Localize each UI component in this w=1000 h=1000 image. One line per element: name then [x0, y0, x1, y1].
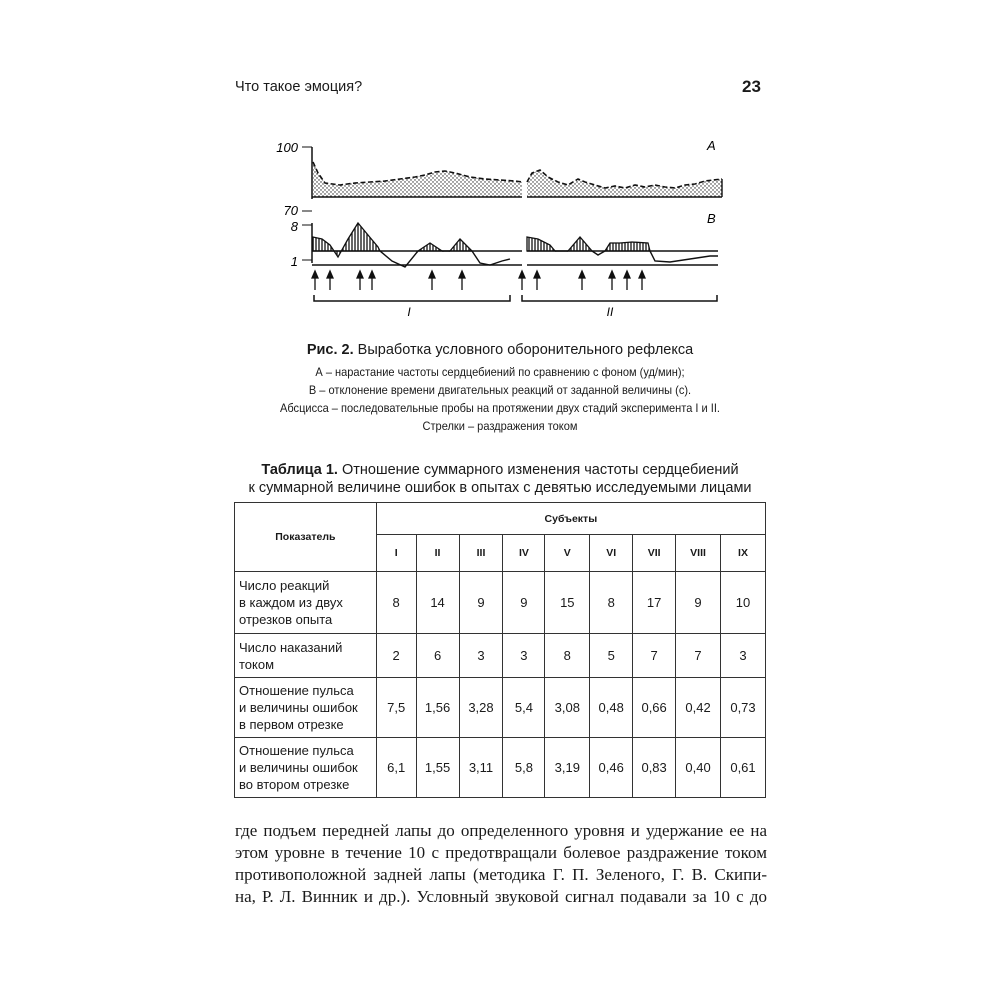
panel-label-b: B	[707, 211, 716, 226]
row-label: Отношение пульса и величины ошибок в первом отрезке	[235, 678, 377, 738]
cell: 0,73	[721, 678, 766, 738]
stage-bracket-2	[522, 295, 717, 301]
cell: 0,40	[676, 738, 721, 798]
panel-label-a: A	[707, 138, 716, 153]
cell: 8	[376, 572, 416, 634]
page-number: 23	[742, 77, 761, 96]
table-row	[235, 634, 766, 678]
cell: 1,56	[416, 678, 459, 738]
cell: 3,19	[545, 738, 590, 798]
figure-caption-line-abscissa: Абсцисса – последовательные пробы на протяжении двух стадий эксперимента I и II.	[279, 401, 720, 415]
body-text-line: где подъем передней лапы до определенного уровня и удержание ее на	[235, 821, 767, 840]
table-row	[235, 678, 766, 738]
table-row	[235, 572, 766, 634]
cell: 7	[633, 634, 676, 678]
figure-caption-title	[235, 342, 765, 358]
data-table	[234, 502, 766, 798]
cell: 1,55	[416, 738, 459, 798]
cell: 2	[376, 634, 416, 678]
table-title-text-1: Отношение суммарного изменения частоты сердцебиений	[341, 462, 739, 478]
subject-header: IV	[503, 535, 545, 572]
subject-header: I	[376, 535, 416, 572]
cell: 10	[721, 572, 766, 634]
cell: 6,1	[376, 738, 416, 798]
ytick-a-top: 100	[276, 140, 298, 155]
cell: 0,66	[633, 678, 676, 738]
cell: 5	[590, 634, 633, 678]
cell: 7	[676, 634, 721, 678]
cell: 17	[633, 572, 676, 634]
panel-b-hatched-stage-2	[527, 237, 555, 251]
subject-header: II	[416, 535, 459, 572]
cell: 3,11	[459, 738, 503, 798]
header-indicator: Показатель	[235, 503, 377, 572]
body-text-line: противоположной задней лапы (методика Г. П. Зеленого, Г. В. Скипи-	[235, 865, 767, 884]
figure-caption-text: Выработка условного оборонительного рефлекса	[357, 342, 694, 358]
row-label: Число реакций в каждом из двух отрезков опыта	[235, 572, 377, 634]
cell: 7,5	[376, 678, 416, 738]
ytick-a-bottom: 70	[283, 203, 298, 218]
figure-caption-line-b: В – отклонение времени двигательных реакций от заданной величины (с).	[308, 383, 692, 397]
cell: 3	[459, 634, 503, 678]
cell: 3	[721, 634, 766, 678]
cell: 8	[590, 572, 633, 634]
subject-header: IX	[721, 535, 766, 572]
figure-caption-line-arrows: Стрелки – раздражения током	[422, 419, 578, 433]
row-label: Число наказаний током	[235, 634, 377, 678]
cell: 0,42	[676, 678, 721, 738]
subject-header: VII	[633, 535, 676, 572]
panel-b-hatched-stage-1	[313, 223, 380, 257]
cell: 5,4	[503, 678, 545, 738]
ytick-b-top: 8	[290, 219, 298, 234]
table-title-line-1	[235, 461, 765, 479]
stage-label-1: I	[407, 305, 411, 319]
cell: 3,08	[545, 678, 590, 738]
subject-header: VI	[590, 535, 633, 572]
cell: 0,46	[590, 738, 633, 798]
cell: 9	[503, 572, 545, 634]
cell: 3,28	[459, 678, 503, 738]
figure-conditioned-reflex	[270, 135, 730, 325]
cell: 0,83	[633, 738, 676, 798]
figure-caption-label: Рис. 2.	[306, 342, 354, 358]
cell: 5,8	[503, 738, 545, 798]
stimulus-arrows	[312, 271, 645, 290]
table-row	[235, 738, 766, 798]
ytick-b-bottom: 1	[290, 254, 298, 269]
subject-header: V	[545, 535, 590, 572]
table-label: Таблица 1.	[261, 462, 338, 478]
cell: 15	[545, 572, 590, 634]
figure-caption-line-a: А – нарастание частоты сердцебиений по сравнению с фоном (уд/мин);	[315, 365, 685, 379]
running-header-title: Что такое эмоция?	[235, 79, 363, 95]
stage-label-2: II	[606, 305, 614, 319]
table-title-line-2: к суммарной величине ошибок в опытах с девятью исследуемыми лицами	[248, 480, 752, 496]
stage-bracket-1	[314, 295, 510, 301]
subject-header: III	[459, 535, 503, 572]
cell: 6	[416, 634, 459, 678]
subject-header: VIII	[676, 535, 721, 572]
cell: 3	[503, 634, 545, 678]
row-label: Отношение пульса и величины ошибок во втором отрезке	[235, 738, 377, 798]
body-text-line: этом уровне в течение 10 с предотвращали болевое раздражение током	[235, 843, 767, 862]
cell: 9	[676, 572, 721, 634]
header-subjects: Субъекты	[376, 503, 765, 535]
cell: 0,61	[721, 738, 766, 798]
cell: 8	[545, 634, 590, 678]
cell: 0,48	[590, 678, 633, 738]
body-text-line: на, Р. Л. Винник и др.). Условный звуковой сигнал подавали за 10 с до	[235, 887, 767, 906]
cell: 9	[459, 572, 503, 634]
cell: 14	[416, 572, 459, 634]
